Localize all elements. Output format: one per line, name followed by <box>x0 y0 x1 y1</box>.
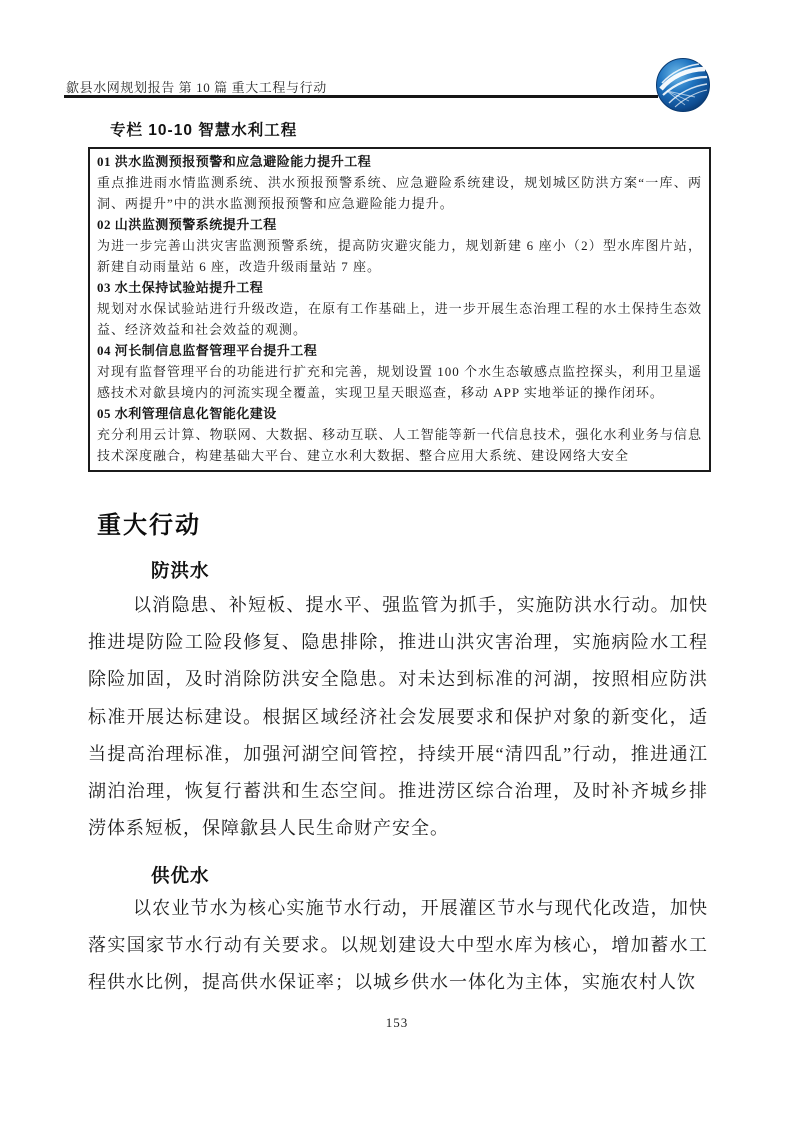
item-body: 重点推进雨水情监测系统、洪水预报预警系统、应急避险系统建设，规划城区防洪方案“一库、两洞、两提升”中的洪水监测预报预警和应急避险能力提升。 <box>97 175 702 211</box>
item-heading <box>97 277 702 298</box>
item-body: 充分利用云计算、物联网、大数据、移动互联、人工智能等新一代信息技术，强化水利业务与信息技术深度融合，构建基础大平台、建立水利大数据、整合应用大系统、建设网络大安全 <box>97 427 702 463</box>
item-title: 洪水监测预报预警和应急避险能力提升工程 <box>114 154 372 169</box>
feature-box <box>88 147 711 472</box>
item-number: 01 <box>97 154 111 169</box>
item-title: 水利管理信息化智能化建设 <box>114 406 277 421</box>
item-title: 山洪监测预警系统提升工程 <box>114 217 277 232</box>
brand-logo-icon <box>655 57 711 113</box>
item-heading <box>97 340 702 361</box>
header-title: 歙县水网规划报告 第 10 篇 重大工程与行动 <box>66 80 327 95</box>
feature-box-item <box>97 403 702 466</box>
header-divider <box>64 95 658 98</box>
item-number: 05 <box>97 406 111 421</box>
subsection-title-water-supply: 供优水 <box>151 867 210 887</box>
paragraph-flood-control: 以消隐患、补短板、提水平、强监管为抓手，实施防洪水行动。加快推进堤防险工险段修复、隐患排除，推进山洪灾害治理，实施病险水工程除险加固，及时消除防洪安全隐患。对未达到标准的河湖，按照相应防洪标准开展达标建设。根据区域经济社会发展要求和保护对象的新变化，适当提高治理标准，加强河湖空间管控，持续开展“清四乱”行动，推进通江湖泊治理，恢复行蓄洪和生态空间。推进涝区综合治理，及时补齐城乡排涝体系短板，保障歙县人民生命财产安全。 <box>88 595 708 839</box>
page-number: 153 <box>385 1015 409 1030</box>
item-heading <box>97 151 702 172</box>
item-heading <box>97 214 702 235</box>
subsection-title-flood-control: 防洪水 <box>151 562 210 582</box>
item-body: 规划对水保试验站进行升级改造，在原有工作基础上，进一步开展生态治理工程的水土保持生态效益、经济效益和社会效益的观测。 <box>97 301 702 337</box>
feature-box-title: 专栏 10-10 智慧水利工程 <box>110 122 298 139</box>
item-title: 水土保持试验站提升工程 <box>114 280 264 295</box>
feature-box-item <box>97 151 702 214</box>
item-body: 为进一步完善山洪灾害监测预警系统，提高防灾避灾能力，规划新建 6 座小（2）型水库图片站，新建自动雨量站 6 座，改造升级雨量站 7 座。 <box>97 238 702 274</box>
feature-box-item <box>97 340 702 403</box>
item-number: 04 <box>97 343 111 358</box>
item-title: 河长制信息监督管理平台提升工程 <box>114 343 318 358</box>
paragraph-water-supply: 以农业节水为核心实施节水行动，开展灌区节水与现代化改造，加快落实国家节水行动有关要求。以规划建设大中型水库为核心，增加蓄水工程供水比例，提高供水保证率；以城乡供水一体化为主体，实施农村人饮 <box>88 898 708 993</box>
item-number: 02 <box>97 217 111 232</box>
item-heading <box>97 403 702 424</box>
item-body: 对现有监督管理平台的功能进行扩充和完善，规划设置 100 个水生态敏感点监控探头，利用卫星遥感技术对歙县境内的河流实现全覆盖，实现卫星天眼巡查，移动 APP 实地举证的操作闭环。 <box>97 364 703 400</box>
feature-box-item <box>97 277 702 340</box>
feature-box-item <box>97 214 702 277</box>
item-number: 03 <box>97 280 111 295</box>
major-actions-heading: 重大行动 <box>97 512 201 539</box>
